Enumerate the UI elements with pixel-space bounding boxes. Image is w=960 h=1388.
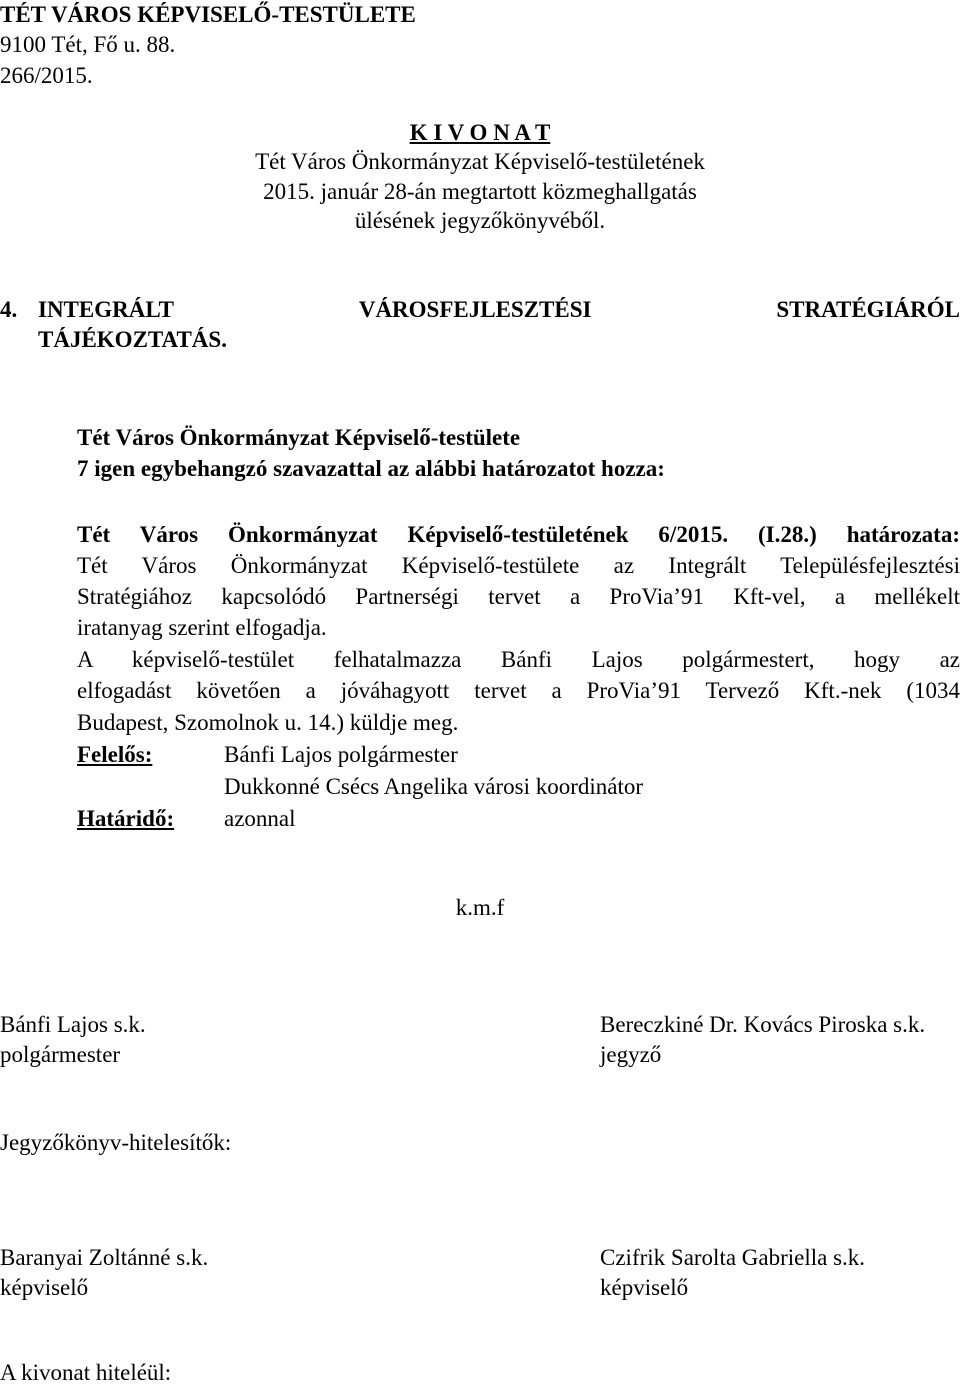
council-name: TÉT VÁROS KÉPVISELŐ-TESTÜLETE [0,2,416,27]
reference-number: 266/2015. [0,63,93,88]
agenda-number: 4. [0,297,18,322]
authenticator-2-name: Czifrik Sarolta Gabriella s.k. [600,1245,866,1270]
extract-line-2: 2015. január 28-án megtartott közmeghallgatás [263,179,697,204]
agenda-word-3: STRATÉGIÁRÓL [776,297,960,322]
authenticators-label: Jegyzőkönyv-hitelesítők: [0,1130,232,1155]
agenda-word-2: VÁROSFEJLESZTÉSI [358,297,592,322]
resolution-p1-line-2: Stratégiához kapcsolódó Partnerségi tervet a ProVia’91 Kft-vel, a mellékelt [77,584,960,609]
deadline-label: Határidő: [77,806,175,831]
resolution-p1-line-3: iratanyag szerint elfogadja. [77,615,327,640]
council-address: 9100 Tét, Fő u. 88. [0,32,176,57]
authenticator-1-title: képviselő [0,1275,89,1300]
notary-title: jegyző [600,1042,662,1067]
vote-line-2: 7 igen egybehangzó szavazattal az alábbi határozatot hozza: [77,456,665,481]
responsible-person-2: Dukkonné Csécs Angelika városi koordinátor [224,774,644,799]
resolution-p1-line-1: Tét Város Önkormányzat Képviselő-testülete az Integrált Településfejlesztési [77,553,960,578]
authenticator-1-name: Baranyai Zoltánné s.k. [0,1245,209,1270]
notary-name: Bereczkiné Dr. Kovács Piroska s.k. [600,1012,926,1037]
authenticator-2-title: képviselő [600,1275,689,1300]
resolution-p2-line-2: elfogadást követően a jóváhagyott tervet a ProVia’91 Tervező Kft.-nek (1034 [77,678,960,703]
deadline-value: azonnal [224,806,296,831]
agenda-word-4: TÁJÉKOZTATÁS. [38,327,227,352]
responsible-label: Felelős: [77,742,153,767]
certification-label: A kivonat hiteléül: [0,1360,172,1385]
extract-line-1: Tét Város Önkormányzat Képviselő-testületének [255,149,705,174]
resolution-p2-line-1: A képviselő-testület felhatalmazza Bánfi Lajos polgármestert, hogy az [77,647,960,672]
mayor-title: polgármester [0,1042,121,1067]
agenda-word-1: INTEGRÁLT [38,297,174,322]
kmf-mark: k.m.f [455,895,505,920]
resolution-heading: Tét Város Önkormányzat Képviselő-testületének 6/2015. (I.28.) határozata: [77,522,960,547]
responsible-person-1: Bánfi Lajos polgármester [224,742,458,767]
extract-line-3: ülésének jegyzőkönyvéből. [354,208,606,233]
agenda-title-row [38,295,960,325]
mayor-name: Bánfi Lajos s.k. [0,1012,146,1037]
resolution-p2-line-3: Budapest, Szomolnok u. 14.) küldje meg. [77,710,459,735]
vote-line-1: Tét Város Önkormányzat Képviselő-testülete [77,425,521,450]
extract-title: K I V O N A T [409,120,551,145]
